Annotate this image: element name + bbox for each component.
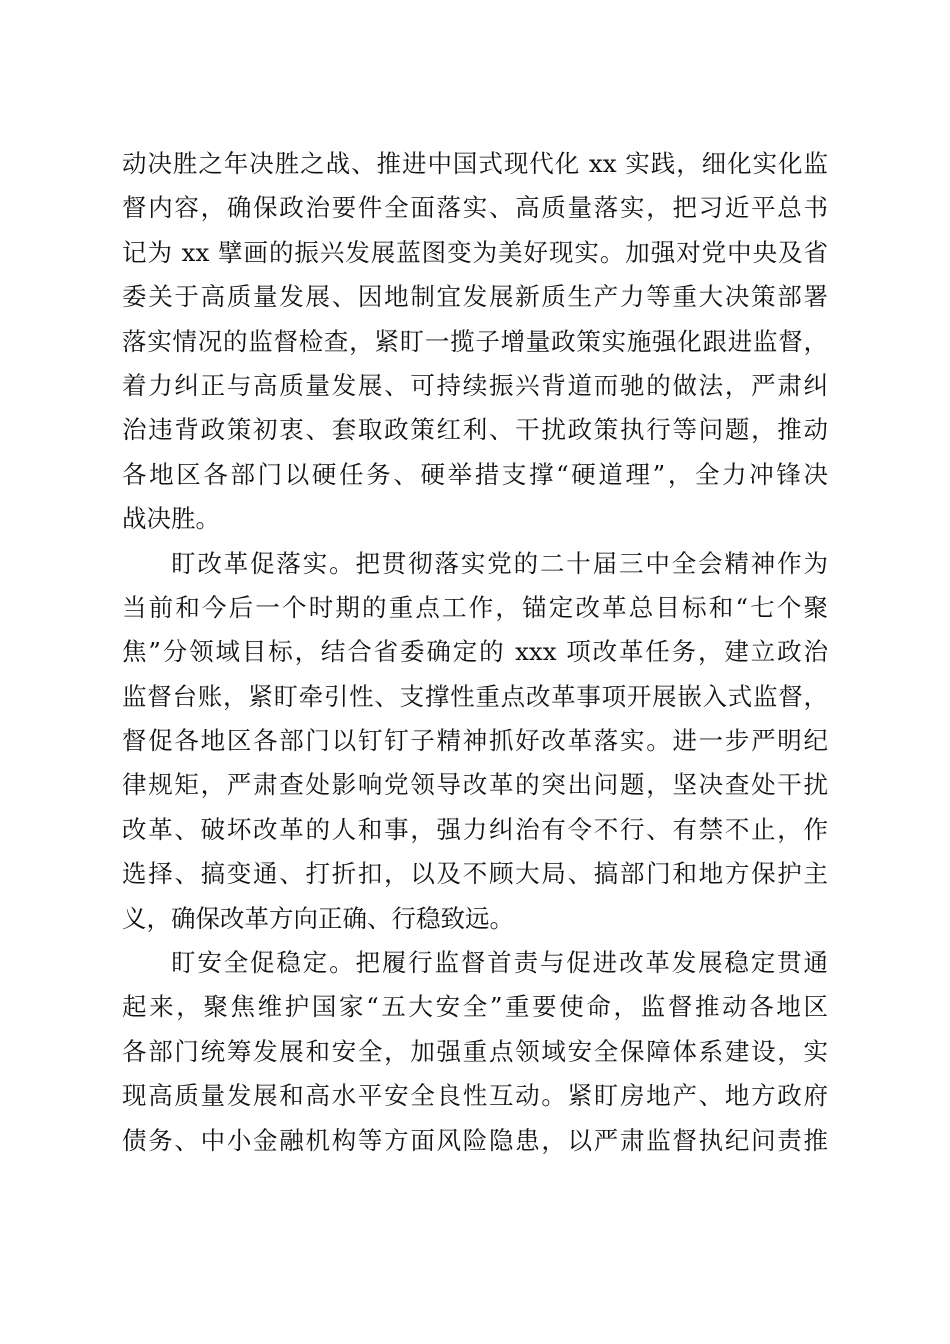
- text-line: 治违背政策初衷、套取政策红利、干扰政策执行等问题，推动: [122, 415, 828, 445]
- text-line: 现高质量发展和高水平安全良性互动。紧盯房地产、地方政府: [122, 1081, 828, 1111]
- paragraph-2: [122, 542, 828, 942]
- text-line: 起来，聚焦维护国家“五大安全”重要使命，监督推动各地区: [122, 992, 828, 1022]
- text-line: 各部门统筹发展和安全，加强重点领域安全保障体系建设，实: [122, 1036, 828, 1066]
- document-body: [122, 142, 828, 1163]
- text-line: 动决胜之年决胜之战、推进中国式现代化 xx 实践，细化实化监: [122, 149, 828, 178]
- text-line: 焦”分领域目标，结合省委确定的 xxx 项改革任务，建立政治: [122, 637, 828, 667]
- paragraph-1: [122, 142, 828, 542]
- text-line: 记为 xx 擘画的振兴发展蓝图变为美好现实。加强对党中央及省: [122, 237, 828, 267]
- text-line: 各地区各部门以硬任务、硬举措支撑“硬道理”，全力冲锋决: [122, 459, 828, 489]
- paragraph-3: [122, 941, 828, 1163]
- text-line: 督促各地区各部门以钉钉子精神抓好改革落实。进一步严明纪: [122, 726, 828, 756]
- text-line: 债务、中小金融机构等方面风险隐患，以严肃监督执纪问责推: [122, 1125, 828, 1155]
- text-line: 着力纠正与高质量发展、可持续振兴背道而驰的做法，严肃纠: [122, 370, 828, 400]
- text-line: 监督台账，紧盯牵引性、支撑性重点改革事项开展嵌入式监督，: [122, 681, 828, 711]
- text-line: 义，确保改革方向正确、行稳致远。: [122, 903, 514, 933]
- text-line: 督内容，确保政治要件全面落实、高质量落实，把习近平总书: [122, 193, 828, 223]
- text-line: 盯安全促稳定。把履行监督首责与促进改革发展稳定贯通: [171, 948, 828, 978]
- text-line: 盯改革促落实。把贯彻落实党的二十届三中全会精神作为: [171, 548, 828, 578]
- text-line: 改革、破坏改革的人和事，强力纠治有令不行、有禁不止，作: [122, 814, 828, 844]
- text-line: 战决胜。: [122, 504, 220, 534]
- text-line: 委关于高质量发展、因地制宜发展新质生产力等重大决策部署: [122, 282, 828, 312]
- text-line: 落实情况的监督检查，紧盯一揽子增量政策实施强化跟进监督，: [122, 326, 828, 356]
- text-line: 律规矩，严肃查处影响党领导改革的突出问题，坚决查处干扰: [122, 770, 828, 800]
- text-line: 当前和今后一个时期的重点工作，锚定改革总目标和“七个聚: [122, 592, 828, 622]
- text-line: 选择、搞变通、打折扣，以及不顾大局、搞部门和地方保护主: [122, 859, 828, 889]
